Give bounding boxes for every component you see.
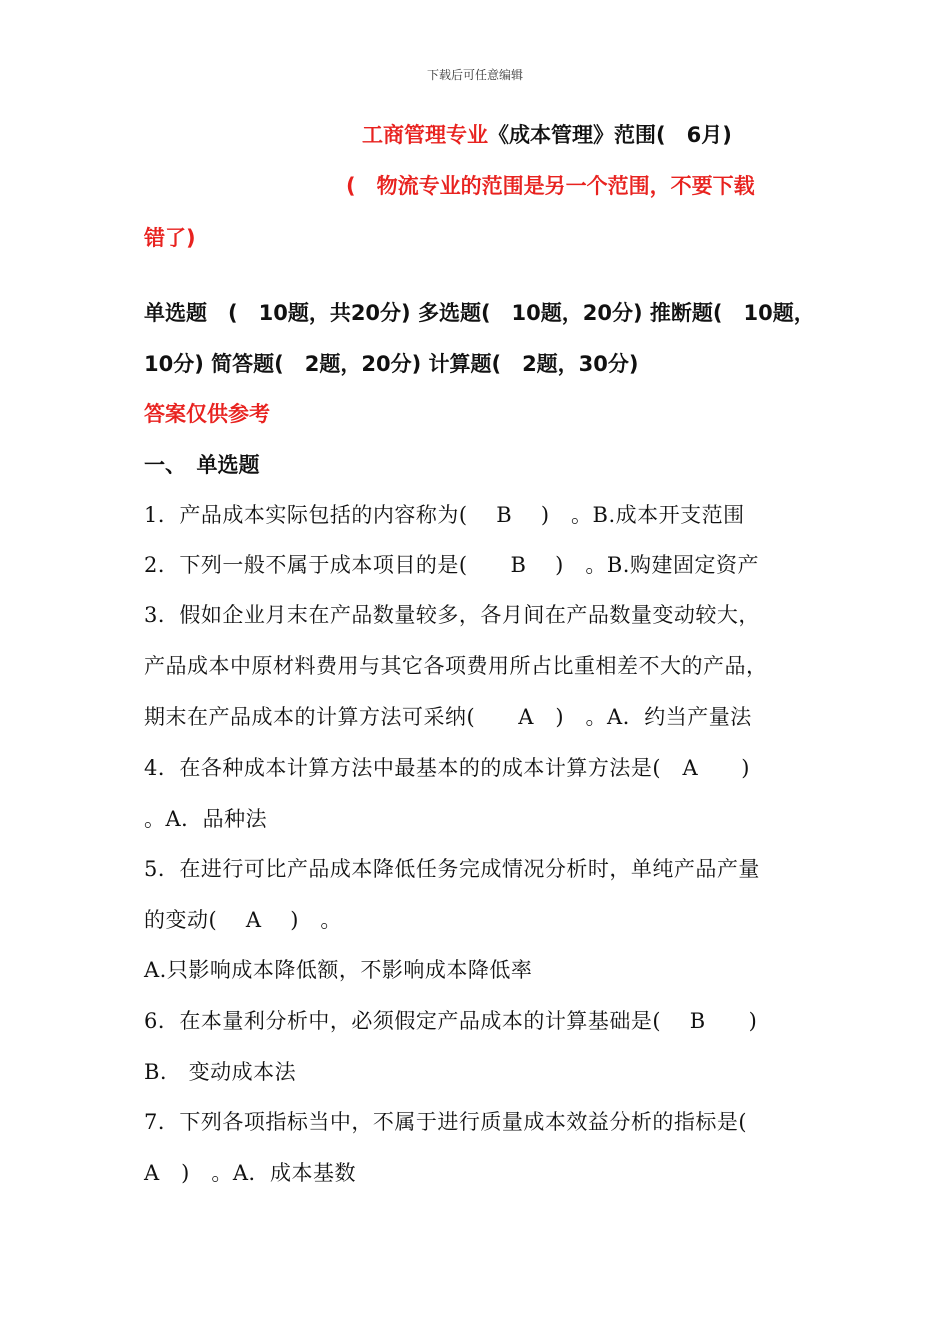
question-line: 5．在进行可比产品成本降低任务完成情况分析时，单纯产品产量 [144, 857, 760, 881]
question-line: 7．下列各项指标当中，不属于进行质量成本效益分析的指标是( [144, 1110, 748, 1134]
title-warning-line2: 错了) [144, 226, 196, 250]
question-line: A.只影响成本降低额，不影响成本降低率 [144, 958, 533, 982]
question-line: 产品成本中原材料费用与其它各项费用所占比重相差不大的产品， [144, 654, 768, 678]
title-warning-line1: ( 物流专业的范围是另一个范围，不要下载 [346, 174, 755, 198]
question-line: 期末在产品成本的计算方法可采纳( A ) 。A．约当产量法 [144, 705, 752, 729]
question-line: 6．在本量利分析中，必须假定产品成本的计算基础是( B ) [144, 1009, 758, 1033]
question-line: 4．在各种成本计算方法中最基本的的成本计算方法是( A ) [144, 756, 750, 780]
title-course: 《成本管理》范围( 6月) [488, 123, 732, 147]
question-line: B. 变动成本法 [144, 1060, 297, 1084]
question-line: 的变动( A ) 。 [144, 908, 342, 932]
document-title [362, 125, 732, 146]
exam-structure-line2: 10分) 简答题( 2题，20分) 计算题( 2题，30分) [144, 352, 639, 376]
exam-structure-line1: 单选题 ( 10题，共20分) 多选题( 10题，20分) 推断题( 10题， [144, 301, 815, 325]
question-line: 1．产品成本实际包括的内容称为( B ) 。B.成本开支范围 [144, 503, 745, 527]
header-note: 下载后可任意编辑 [426, 68, 523, 82]
question-line: A ) 。A．成本基数 [144, 1161, 357, 1185]
section-heading: 一、 单选题 [144, 453, 260, 477]
answer-note: 答案仅供参考 [144, 402, 270, 426]
title-major: 工商管理专业 [362, 123, 488, 147]
question-line: 。A．品种法 [144, 807, 268, 831]
question-line: 3．假如企业月末在产品数量较多，各月间在产品数量变动较大， [144, 603, 760, 627]
question-line: 2．下列一般不属于成本项目的是( B ) 。B.购建固定资产 [144, 553, 759, 577]
